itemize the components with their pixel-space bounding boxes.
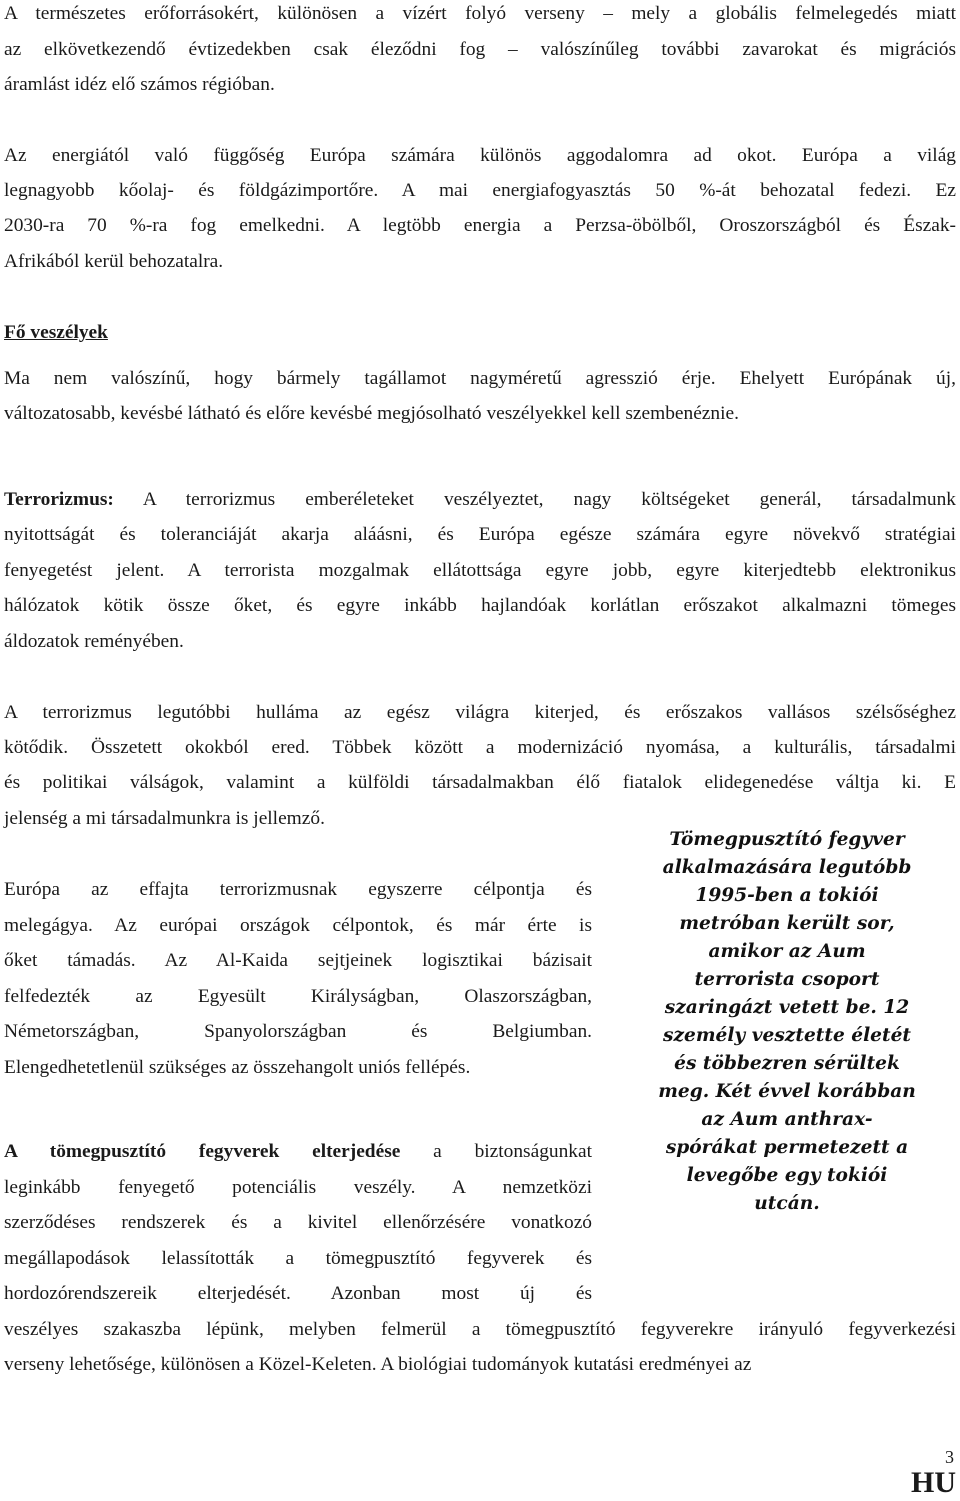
paragraph-europe-line: Európa az effajta terrorizmusnak egyszerre célpontja és [4,879,592,900]
paragraph-terror-line: áldozatok reményében. [4,631,184,652]
wmd-label: A tömegpusztító fegyverek elterjedése [4,1141,401,1162]
callout-line: spórákat permetezett a [665,1137,909,1158]
callout-line: 1995-ben a tokiói [695,885,879,906]
paragraph-wave-line: és politikai válságok, valamint a külföldi társadalmakban élő fiatalok elidegenedése váltja ki. E [4,772,956,793]
callout-line: levegőbe egy tokiói [686,1165,888,1186]
callout-line: meg. Két évvel korábban [658,1081,916,1102]
paragraph-europe-line: őket támadás. Az Al-Kaida sejtjeinek logisztikai bázisait [4,950,592,971]
paragraph-wmd-line: hordozórendszereik elterjedését. Azonban most új és [4,1283,592,1304]
paragraph-intro-line: az elkövetkezendő évtizedekben csak éleződni fog – valószínűleg további zavarokat és migrációs [4,39,956,60]
paragraph-threats-line: változatosabb, kevésbé látható és előre kevésbé megjósolható veszélyekkel kell szembenéznie. [4,403,739,424]
page-number: 3 [945,1447,954,1467]
callout-line: az Aum anthrax- [701,1109,873,1130]
paragraph-intro-line: A természetes erőforrásokért, különösen a vízért folyó verseny – mely a globális felmelegedés miatt [4,3,956,24]
callout-line: utcán. [754,1193,820,1214]
country-code: HU [911,1466,956,1499]
paragraph-wave-line: A terrorizmus legutóbbi hulláma az egész világra kiterjed, és erőszakos vallásos szélsőséghez [4,702,956,723]
paragraph-wave-line: jelenség a mi társadalmunkra is jellemző. [4,808,325,829]
paragraph-wave-line: kötődik. Összetett okokból ered. Többek között a modernizáció nyomása, a kulturális, társadalmi [4,737,956,758]
paragraph-europe-line: Elengedhetetlenül szükséges az összehangolt uniós fellépés. [4,1057,471,1078]
paragraph-energy-line: Afrikából kerül behozatalra. [4,251,224,272]
paragraph-intro-line: áramlást idéz elő számos régióban. [4,74,275,95]
callout-line: amikor az Aum [708,941,866,962]
paragraph-wmd-line: szerződéses rendszerek és a kivitel ellenőrzésére vonatkozó [4,1212,592,1233]
wmd-first-line-text: a biztonságunkat [433,1141,592,1162]
paragraph-energy-line: Az energiától való függőség Európa számára különös aggodalomra ad okot. Európa a világ [4,145,956,166]
callout-line: metróban került sor, [679,913,895,934]
paragraph-wmd-line: leginkább fenyegető potenciális veszély. A nemzetközi [4,1177,592,1198]
paragraph-europe-line: melegágya. Az európai országok célpontok, és már érte is [4,915,592,936]
sidebar-callout [622,826,952,1218]
terror-first-line-text: A terrorizmus emberéleteket veszélyeztet, nagy költségeket generál, társadalmunk [142,489,956,510]
paragraph-wmd-line: verseny lehetősége, különösen a Közel-Keleten. A biológiai tudományok kutatási eredményei az [4,1354,752,1375]
paragraph-threats-line: Ma nem valószínű, hogy bármely tagállamot nagyméretű agresszió érje. Ehelyett Európának új, [4,368,956,389]
paragraph-energy-line: 2030-ra 70 %-ra fog emelkedni. A legtöbb energia a Perzsa-öbölből, Oroszországból és Észak- [4,215,956,236]
callout-line: Tömegpusztító fegyver [669,829,905,850]
paragraph-terror-line: hálózatok kötik össze őket, és egyre inkább hajlandóak korlátlan erőszakot alkalmazni tömeges [4,595,956,616]
paragraph-terror-line [4,488,956,512]
callout-line: alkalmazására legutóbb [662,857,912,878]
callout-line: és többezren sérültek [674,1053,900,1074]
paragraph-wmd-line [4,1140,592,1164]
paragraph-wmd-line: veszélyes szakaszba lépünk, melyben felmerül a tömegpusztító fegyverekre irányuló fegyverkezési [4,1319,956,1340]
terror-label: Terrorizmus: [4,489,114,510]
paragraph-wmd-line: megállapodások lelassították a tömegpusztító fegyverek és [4,1248,592,1269]
callout-line: szaringázt vetett be. 12 [664,997,910,1018]
paragraph-europe-line: felfedezték az Egyesült Királyságban, Olaszországban, [4,986,592,1007]
paragraph-energy-line: legnagyobb kőolaj- és földgázimportőre. A mai energiafogyasztás 50 %-át behozatal fedezi. Ez [4,180,956,201]
callout-line: személy vesztette életét [663,1025,911,1046]
paragraph-europe-line: Németországban, Spanyolországban és Belgiumban. [4,1021,592,1042]
callout-line: terrorista csoport [694,969,880,990]
section-heading: Fő veszélyek [4,322,108,343]
paragraph-terror-line: fenyegetést jelent. A terrorista mozgalmak ellátottsága egyre jobb, egyre kiterjedtebb elektronikus [4,560,956,581]
paragraph-terror-line: nyitottságát és toleranciáját akarja aláásni, és Európa egésze számára egyre növekvő stratégiai [4,524,956,545]
